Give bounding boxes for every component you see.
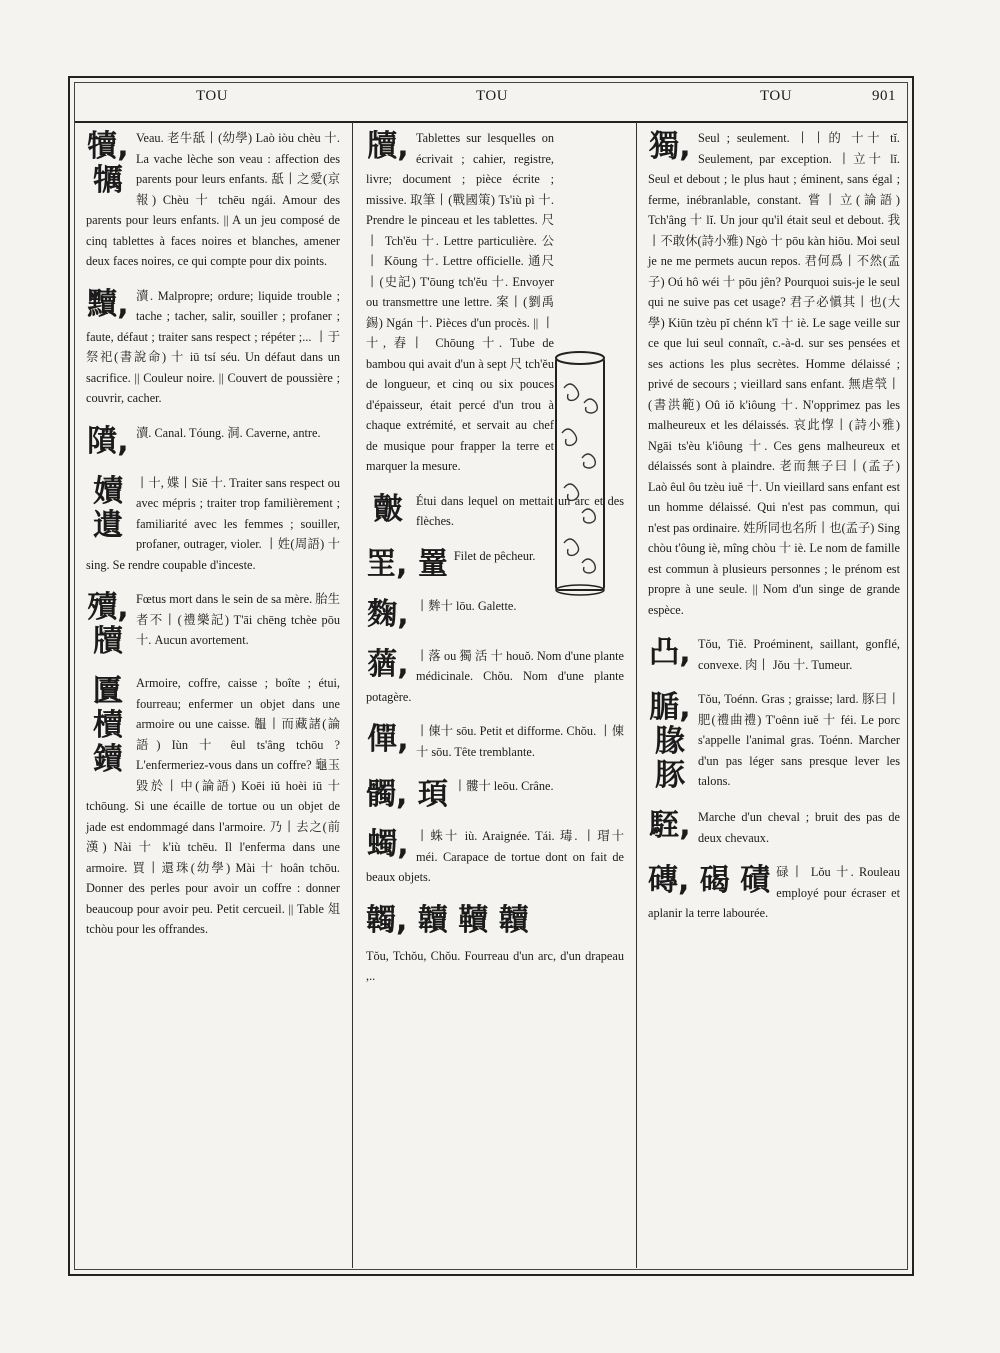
headword-chars: 犢, 犡: [87, 129, 129, 198]
entry: [366, 826, 624, 888]
entry-text: 丨麰十 lōu. Galette.: [416, 598, 517, 613]
headword-chars: 匵 櫝 鑟: [93, 674, 123, 777]
entry: [86, 589, 340, 659]
page-number: 901: [872, 88, 896, 104]
entry-text: 丨倲十 sōu. Petit et difforme. Chŏu. 丨倲十 sōu. Tête tremblante.: [416, 724, 624, 759]
column-rule-1: [352, 122, 353, 1268]
headword-chars: 殰, 牘: [87, 590, 129, 659]
entry-text: 瀆. Malpropre; ordure; liquide trouble ; tache ; tacher, salir, souiller ; profaner ; faute, défaut ; traiter sans respect ; répéter ;... 丨于祭祀(書說命) 十 iū tsí séu. Un défaut dans un sacrifice. || Couleur noire. || Couvert de poussière ; couvrir, cacher.: [86, 288, 340, 405]
column-rule-2: [636, 122, 637, 1268]
headword-chars: 磚, 碣 磧: [648, 863, 771, 898]
headword-chars: 腯, 腞 豚: [649, 690, 691, 793]
entry-text: 丨蛛十 iù. Araignée. Tái. 瑇. 丨瑁十 méi. Carapace de tortue dont on fait de beaux objets.: [366, 829, 624, 884]
headword-chars: 牘,: [367, 129, 409, 164]
headword-chars: 蠋,: [367, 827, 409, 862]
entry: [648, 128, 900, 620]
entry: [86, 286, 340, 409]
entry-text: Armoire, coffre, caisse ; boîte ; étui, fourreau; enfermer un objet dans une armoire ou une caisse. 韞丨而藏諸(論語) Iùn 十 êul ts'âng tchōu ? L'enfermeriez-vous dans un coffre? 龜玉毀於丨中(論語) Koēi iŭ hoèi iū 十 tchōung. Si une écaille de tortue ou un objet de jade est endommagé dans l'armoire. 乃丨去之(前漢) Nài 十 k'iù tchēu. Il l'enferma dans une armoire. 買丨還珠(幼學) Mài 十 hoân tchōu. Donner des perles pour avoir un coffre : donner beaucoup pour avoir peu. Petit cercueil. || Table 俎 tchòu pour les offrandes.: [86, 676, 340, 936]
entry-text: Marche d'un cheval ; bruit des pas de deux chevaux.: [698, 810, 900, 845]
entry-text: 瀆. Canal. Tóung. 洞. Caverne, antre.: [136, 425, 321, 440]
headword-chars: 罜, 罿: [366, 546, 448, 582]
entry: [86, 423, 340, 459]
entry-text: Tŏu, Tchŏu, Chŏu. Fourreau d'un arc, d'un drapeau ,..: [366, 948, 624, 983]
entry-text: Seul ; seulement. 丨丨的 十十 tĭ. Seulement, par exception. 丨立十 lĭ. Seul et debout ; le plus haut ; éminent, sans égal ; ferme, inébranlable, constant. 嘗丨立(論語) Tch'âng 十 lĭ. Un jour qu'il était seul et debout. 我丨不敢休(詩小雅) Ngò 十 pōu kàn hiōu. Moi seul je ne me permets aucun repos. 君何爲丨不然(孟子) Oú hô wéi 十 pōu jên? Pourquoi suis-je le seul qui ne suive pas cet usage? 君子必愼其丨也(大學) Kiūn tzèu pĭ chénn k'î 十 iè. Le sage veille sur ce que lui seul connaît, c.-à-d. sur ses pensées et ses actions les plus secrètes. Homme délaissé ; privé de secours ; vieillard sans enfant. 無虐煢丨(書洪範) Oû iŏ k'iôung 十. N'opprimez pas les malheureux et les délaissés. 哀此惸丨(詩小雅) Ngāi ts'èu k'iôung 十. Ces gens malheureux et délaissés sont à plaindre. 老而無子曰丨(孟子) Laò êul ôu tzèu iuĕ 十. Un vieillard sans enfant est un homme délaissé. Qui n'est pas commun, qui n'est pas ordinaire. 姓所同也名所丨也(孟子) Sing chòu t'ôung iè, mîng chòu 十 iè. Le nom de famille est commun à plusieurs personnes ; le prénom est propre à une seule. || Nom d'un singe de grande espèce.: [648, 131, 900, 617]
entry: [366, 776, 624, 812]
entry: [366, 646, 624, 708]
header-rule: [75, 121, 907, 123]
entry: [366, 596, 624, 632]
entry: [366, 721, 624, 762]
entry-text: Fœtus mort dans le sein de sa mère. 胎生者不丨(禮樂記) T'āi chēng tchèe pōu 十. Aucun avortement.: [136, 592, 340, 647]
entry: [648, 634, 900, 675]
headword-chars: 駤,: [649, 808, 691, 843]
headword-chars: 麴,: [367, 596, 409, 632]
entry: [366, 902, 624, 987]
headword-chars: 蕕,: [367, 646, 409, 682]
entry-text: Tŏu, Toénn. Gras ; graisse; lard. 豚曰丨肥(禮曲禮) T'oênn iuĕ 十 féi. Le porc s'appelle l'animal gras. Toénn. Marcher d'un pas léger sans presque lever les talons.: [698, 692, 900, 788]
entry-text: Veau. 老牛舐丨(幼學) Laò iòu chèu 十. La vache lèche son veau : affection des parents pour leurs enfants. 舐丨之愛(京報) Chèu 十 tchēu ngái. Amour des parents pour leurs enfants. || A un jeu composé de cinq tablettes à faces noires et blanches, amener deux faces noires, ce qui compte pour dix points.: [86, 131, 340, 268]
running-head-left: TOU: [196, 88, 229, 104]
headword-chars: 凸,: [649, 635, 691, 670]
headword-chars: 髑, 頊: [366, 777, 448, 812]
entry-text: Tablettes sur lesquelles on écrivait ; cahier, registre, livre; document ; pièce écrite ; missive. 取筆丨(戰國策) Ts'iù pì 十. Prendre le pinceau et les tablettes. 尺丨 Tch'ĕu 十. Lettre particulière. 公丨 Kōung 十. Lettre officielle. 通尺丨(史記) T'ōung tch'ĕu 十. Envoyer ou transmettre une lettre. 案丨(劉禹錫) Ngán 十. Pièces d'un procès. || 丨十, 舂丨 Chōung 十. Tube de bambou qui avait d'un à sept 尺 tch'ĕu de longueur, et cinq ou six pouces d'épaisseur, était percé d'un trou à chaque extrémité, et servait au chef de musique pour frapper la terre et marquer la mesure.: [366, 131, 554, 473]
entry-text: 碌丨 Lŏu 十. Rouleau employé pour écraser et aplanir la terre labourée.: [648, 865, 900, 920]
entry-text: 丨落 ou 獨 活 十 houŏ. Nom d'une plante médicinale. Chŏu. Nom d'une plante potagère.: [366, 648, 624, 704]
headword-chars: 嬻 遺: [93, 473, 123, 543]
running-head-center: TOU: [476, 88, 509, 104]
entry-text: Tŏu, Tiĕ. Proéminent, saillant, gonflé, convexe. 肉丨 Jŏu 十. Tumeur.: [698, 637, 900, 672]
entry: [86, 473, 340, 576]
headword-chars: 韣, 韥 韇 韥: [366, 902, 529, 938]
entry: [648, 862, 900, 924]
running-head-right: TOU: [760, 88, 793, 104]
headword-chars: 僤,: [367, 722, 409, 757]
column-3: [648, 128, 900, 938]
entry-text: Filet de pêcheur.: [453, 548, 536, 563]
entry: [648, 689, 900, 793]
entry-text: Étui dans lequel on mettait un arc et des flèches.: [416, 493, 624, 528]
headword-chars: 獨,: [649, 129, 691, 164]
column-1: [86, 128, 340, 954]
headword-chars: 黷,: [87, 286, 129, 322]
entry-text: 丨十, 媟丨Siĕ 十. Traiter sans respect ou avec mépris ; traiter trop familièrement ; familiarité avec les femmes ; souiller, profaner, outrager, violer. 丨姓(周語) 十 sing. Se rendre coupable d'inceste.: [86, 475, 340, 572]
entry: [86, 673, 340, 940]
headword-chars: 隫,: [87, 423, 129, 459]
bamboo-tube-illustration: [552, 348, 608, 598]
entry-text: 丨髏十 leōu. Crâne.: [453, 779, 554, 793]
entry: [86, 128, 340, 272]
headword-chars: 皾: [373, 491, 403, 527]
entry: [648, 807, 900, 848]
